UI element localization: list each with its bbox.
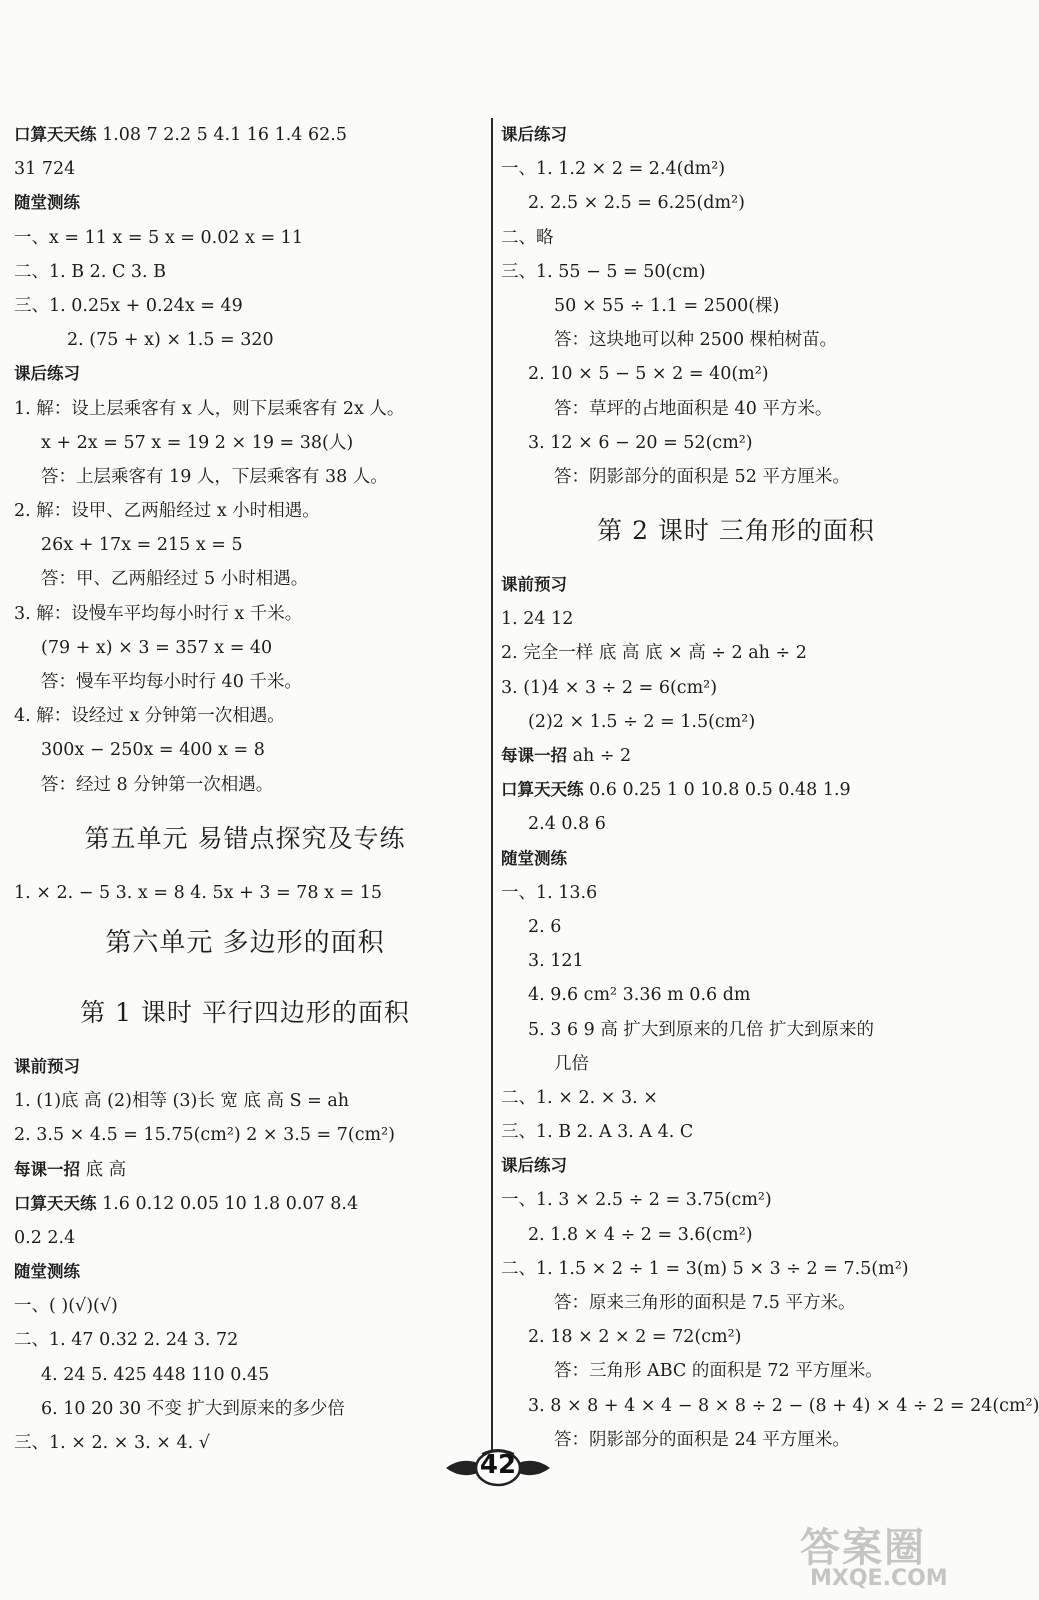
watermark-logo: 答案圈 [800,1525,926,1571]
answer-line: 2. 3.5 × 4.5 = 15.75(cm²) 2 × 3.5 = 7(cm²) [14,1125,395,1146]
section-heading: 课后练习 [501,1156,567,1176]
answer-line: 2. 18 × 2 × 2 = 72(cm²) [528,1327,742,1348]
answer-line: 每课一招 底 高 [14,1159,127,1180]
watermark [800,1516,990,1596]
answer-line: 一、1. 3 × 2.5 ÷ 2 = 3.75(cm²) [501,1190,772,1211]
answer-line: 答：慢车平均每小时行 40 千米。 [41,672,302,692]
answer-line: 2. 6 [528,916,562,937]
page-number: 42 [479,1450,517,1480]
unit-title: 第 1 课时 平行四边形的面积 [80,997,410,1027]
answer-line: 6. 10 20 30 不变 扩大到原来的多少倍 [41,1398,345,1419]
answer-line: 口算天天练 1.08 7 2.2 5 4.1 16 1.4 62.5 [14,125,347,145]
answer-line: 4. 9.6 cm² 3.36 m 0.6 dm [528,985,751,1006]
answer-line: 二、1. × 2. × 3. × [501,1087,658,1108]
answer-line: 口算天天练 0.6 0.25 1 0 10.8 0.5 0.48 1.9 [501,780,851,801]
answer-line: 一、1. 1.2 × 2 = 2.4(dm²) [501,159,726,180]
watermark-url: MXQE.COM [810,1566,948,1591]
answer-line: 二、1. 1.5 × 2 ÷ 1 = 3(m) 5 × 3 ÷ 2 = 7.5(m²) [501,1258,909,1279]
section-heading: 课前预习 [501,575,567,595]
answer-line: 答：阴影部分的面积是 24 平方厘米。 [554,1429,850,1450]
right-column [501,118,1039,1457]
answer-line: 2. (75 + x) × 1.5 = 320 [67,330,274,351]
answer-line: 5. 3 6 9 高 扩大到原来的几倍 扩大到原来的 [528,1019,874,1040]
answer-line: 二、略 [501,227,554,248]
answer-line: 答：上层乘客有 19 人，下层乘客有 38 人。 [41,466,388,487]
answer-line: x + 2x = 57 x = 19 2 × 19 = 38(人) [41,432,354,453]
answer-line: 26x + 17x = 215 x = 5 [41,535,243,556]
answer-line: 4. 24 5. 425 448 110 0.45 [41,1364,270,1385]
section-heading: 课后练习 [14,364,80,384]
answer-line: (2)2 × 1.5 ÷ 2 = 1.5(cm²) [528,711,756,732]
answer-line: 三、1. 55 − 5 = 50(cm) [501,261,706,282]
answer-line: 答：三角形 ABC 的面积是 72 平方厘米。 [554,1361,883,1382]
page-number-badge [442,1448,554,1488]
answer-line: 2.4 0.8 6 [528,814,606,835]
answer-line: 2. 2.5 × 2.5 = 6.25(dm²) [528,193,745,214]
answer-line: 1. 24 12 [501,609,574,630]
answer-line: 答：草坪的占地面积是 40 平方米。 [554,398,833,419]
answer-line: 2. 解：设甲、乙两船经过 x 小时相遇。 [14,501,320,522]
section-heading: 随堂测练 [14,1262,80,1282]
unit-title: 第六单元 多边形的面积 [105,927,385,958]
answer-line: 三、1. B 2. A 3. A 4. C [501,1122,694,1143]
answer-line: 每课一招 ah ÷ 2 [501,746,632,766]
answer-line: 答：这块地可以种 2500 棵柏树苗。 [554,330,838,351]
answer-line: 300x − 250x = 400 x = 8 [41,740,265,761]
column-divider [491,118,493,1458]
answer-line: 3. 解：设慢车平均每小时行 x 千米。 [14,603,303,624]
answer-line: 1. (1)底 高 (2)相等 (3)长 宽 底 高 S = ah [14,1091,350,1112]
unit-title: 第 2 课时 三角形的面积 [597,516,875,546]
answer-line: 三、1. 0.25x + 0.24x = 49 [14,295,243,316]
answer-line: 1. 解：设上层乘客有 x 人，则下层乘客有 2x 人。 [14,398,405,419]
answer-line: 2. 完全一样 底 高 底 × 高 ÷ 2 ah ÷ 2 [501,643,807,664]
section-heading: 课前预习 [14,1056,80,1076]
answer-line: 三、1. × 2. × 3. × 4. √ [14,1433,210,1453]
answer-line: 3. (1)4 × 3 ÷ 2 = 6(cm²) [501,677,718,698]
answer-line: 3. 12 × 6 − 20 = 52(cm²) [528,432,753,453]
answer-line: (79 + x) × 3 = 357 x = 40 [41,637,273,658]
answer-line: 几倍 [554,1053,589,1074]
answer-line: 答：原来三角形的面积是 7.5 平方米。 [554,1293,856,1313]
answer-line: 答：经过 8 分钟第一次相遇。 [41,774,274,795]
answer-line: 答：阴影部分的面积是 52 平方厘米。 [554,466,850,487]
section-heading: 随堂测练 [501,848,567,868]
answer-line: 二、1. 47 0.32 2. 24 3. 72 [14,1330,239,1351]
section-heading: 随堂测练 [14,193,80,213]
answer-line: 3. 121 [528,951,584,972]
answer-line: 31 724 [14,159,76,180]
left-column [14,118,476,1460]
answer-line: 0.2 2.4 [14,1227,76,1248]
answer-line: 口算天天练 1.6 0.12 0.05 10 1.8 0.07 8.4 [14,1193,359,1214]
answer-line: 二、1. B 2. C 3. B [14,261,167,282]
answer-line: 3. 8 × 8 + 4 × 4 − 8 × 8 ÷ 2 − (8 + 4) × 4 ÷ 2 = 24(cm²) [528,1395,1039,1416]
answer-line: 4. 解：设经过 x 分钟第一次相遇。 [14,706,285,727]
answer-line: 1. × 2. − 5 3. x = 8 4. 5x + 3 = 78 x = 15 [14,882,383,903]
answer-line: 50 × 55 ÷ 1.1 = 2500(棵) [554,295,780,316]
answer-line: 一、1. 13.6 [501,882,598,903]
answer-line: 一、x = 11 x = 5 x = 0.02 x = 11 [14,227,303,248]
unit-title: 第五单元 易错点探究及专练 [84,823,406,853]
answer-line: 2. 1.8 × 4 ÷ 2 = 3.6(cm²) [528,1224,753,1245]
answer-line: 一、( )(√)(√) [14,1296,118,1317]
answer-line: 答：甲、乙两船经过 5 小时相遇。 [41,569,309,590]
section-heading: 课后练习 [501,125,567,144]
answer-line: 2. 10 × 5 − 5 × 2 = 40(m²) [528,364,769,385]
